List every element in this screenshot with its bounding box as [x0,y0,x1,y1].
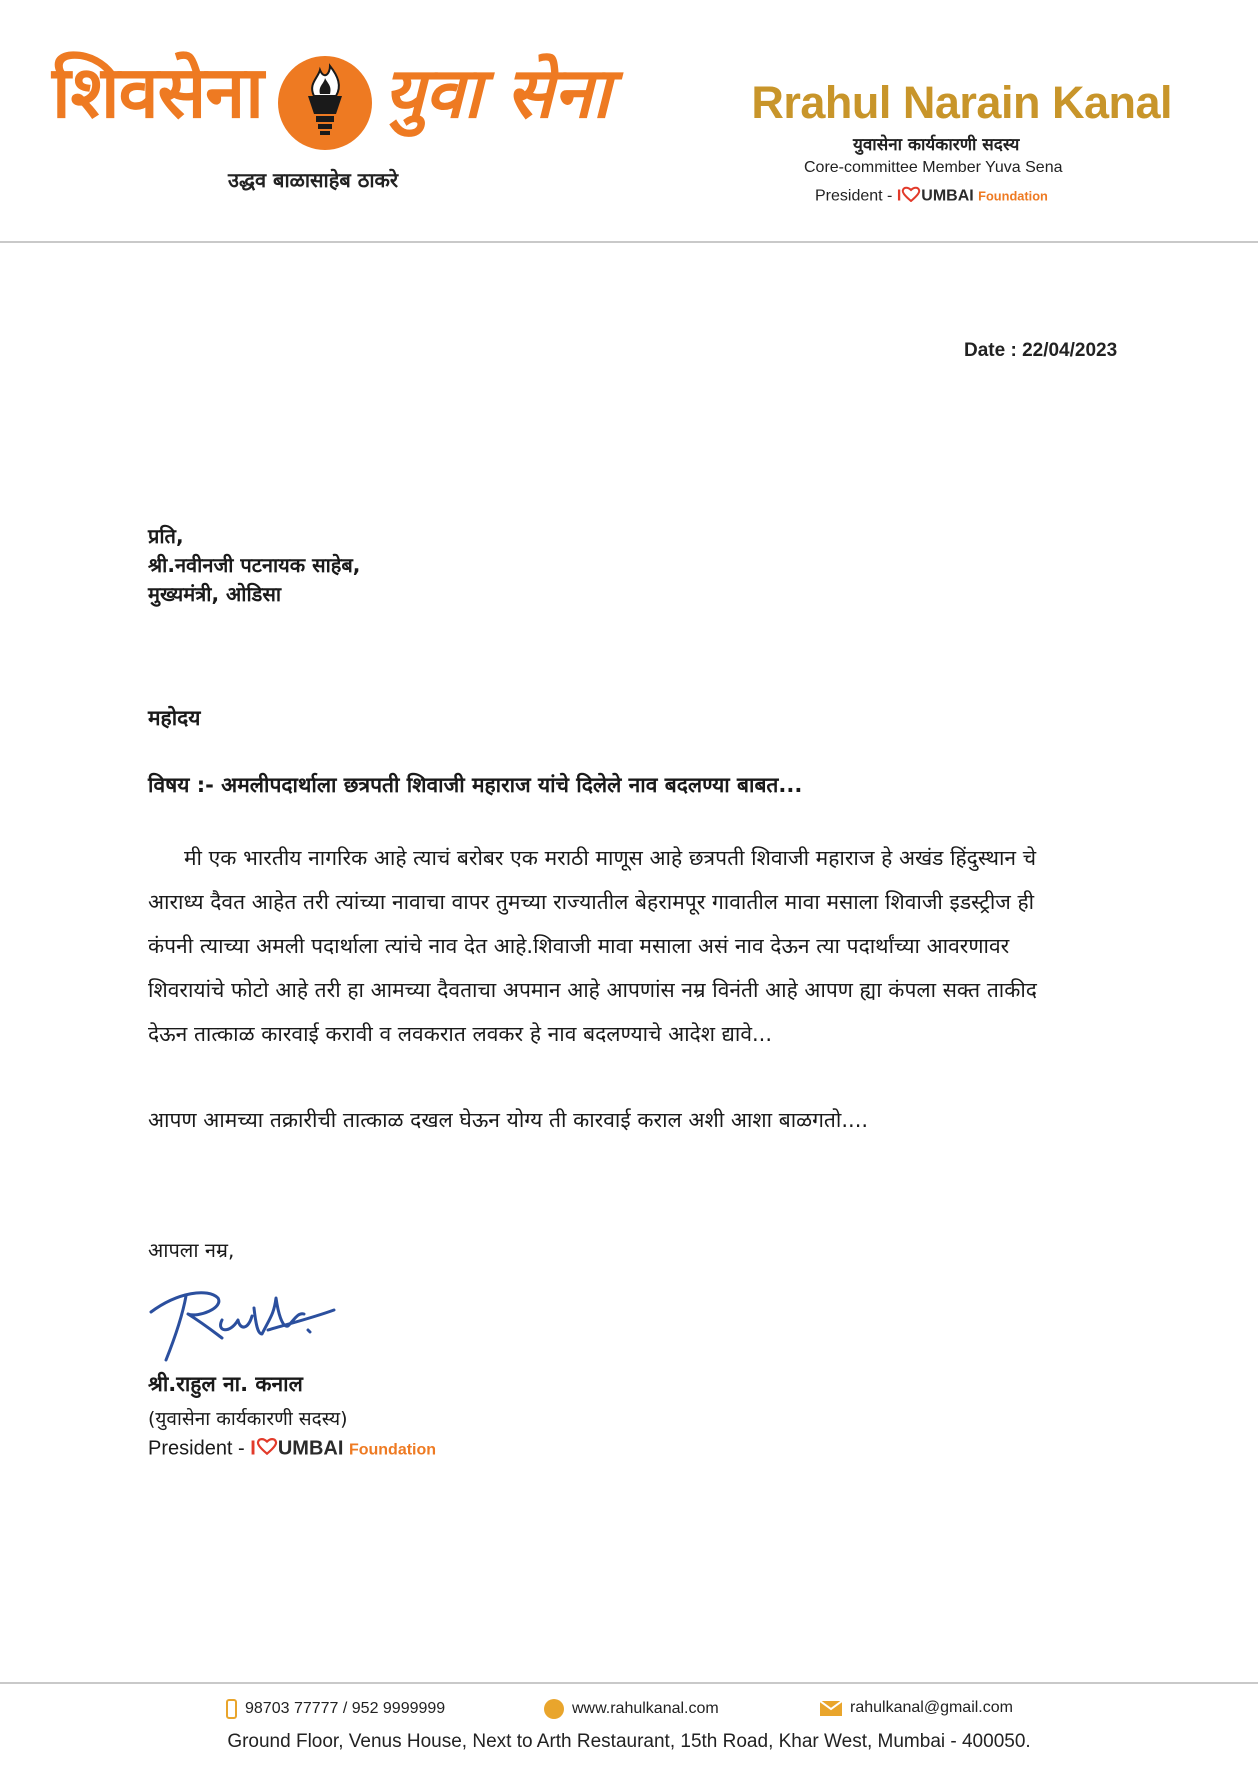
brand-umbai: UMBAI [277,1437,344,1460]
president-prefix: President - [815,187,893,205]
body-line: शिवरायांचे फोटो आहे तरी हा आमच्या दैवताचा अपमान आहे आपणांस नम्र विनंती आहे आपण ह्या कंपला सक्त ताकीद [148,978,1037,1002]
body-line: मी एक भारतीय नागरिक आहे त्याचं बरोबर एक मराठी माणूस आहे छत्रपती शिवाजी महाराज हे अखंड हिंदुस्थान चे [184,846,1037,870]
signer-name: श्री.राहुल ना. कनाल [148,1372,303,1396]
letterhead-president-line [815,186,1048,207]
letterhead-role-english: Core-committee Member Yuva Sena [804,159,1063,176]
letter-date: Date : 22/04/2023 [964,340,1118,361]
heart-icon [256,1437,278,1461]
letter-body-closing: आपण आमच्या तक्रारीची तात्काळ दखल घेऊन योग्य ती कारवाई कराल अशी आशा बाळगतो.... [148,1108,869,1132]
website-link[interactable]: www.rahulkanal.com [572,1700,719,1717]
closing-phrase: आपला नम्र, [148,1238,235,1262]
letterhead-role-marathi: युवासेना कार्यकारणी सदस्य [853,135,1020,155]
email-link[interactable]: rahulkanal@gmail.com [850,1699,1013,1716]
brand-i: I [250,1437,256,1460]
handwritten-signature [148,1268,338,1372]
brand-i: I [896,187,902,205]
signer-role: (युवासेना कार्यकारणी सदस्य) [148,1408,348,1430]
letterhead-name: Rrahul Narain Kanal [751,77,1172,128]
letter-subject: विषय :- अमलीपदार्थाला छत्रपती शिवाजी महाराज यांचे दिलेले नाव बदलण्या बाबत... [148,773,803,797]
brand-umbai: UMBAI [921,187,974,205]
salutation: महोदय [148,706,201,730]
address-line-1: प्रति, [148,524,184,548]
body-line: कंपनी त्याच्या अमली पदार्थाला त्यांचे नाव देत आहे.शिवाजी मावा मसाला असं नाव देऊन त्या पदार्थांच्या आवरणावर [148,934,1010,958]
brand-foundation: Foundation [978,188,1048,204]
torch-logo-icon [278,56,372,150]
footer-address: Ground Floor, Venus House, Next to Arth Restaurant, 15th Road, Khar West, Mumbai - 400050. [227,1731,1031,1752]
body-line: देऊन तात्काळ कारवाई करावी व लवकरात लवकर हे नाव बदलण्याचे आदेश द्यावे... [148,1022,773,1046]
globe-icon [544,1699,564,1719]
logo-subtitle: उद्धव बाळासाहेब ठाकरे [228,168,399,192]
president-prefix: President - [148,1437,245,1460]
footer-website[interactable] [544,1699,719,1719]
phone-number: 98703 77777 / 952 9999999 [245,1700,446,1717]
phone-icon [226,1699,237,1719]
heart-icon [901,186,921,207]
brand-foundation: Foundation [348,1441,437,1459]
mail-icon [820,1701,842,1716]
signer-president-line [148,1437,436,1461]
footer-email[interactable] [820,1699,1013,1717]
letter-body [148,836,1108,1056]
footer-divider [0,1682,1258,1684]
footer-phone [226,1699,445,1719]
address-line-3: मुख्यमंत्री, ओडिसा [148,582,282,606]
shivsena-logo-text: शिवसेना [52,50,263,134]
body-line: आराध्य दैवत आहेत तरी त्यांच्या नावाचा वापर तुमच्या राज्यातील बेहरामपूर गावातील मावा मसाला शिवाजी इडस्ट्रीज ही [148,890,1035,914]
header-divider [0,241,1258,243]
yuvasena-logo-text: युवा सेना [384,52,611,134]
address-line-2: श्री.नवीनजी पटनायक साहेब, [148,553,361,577]
